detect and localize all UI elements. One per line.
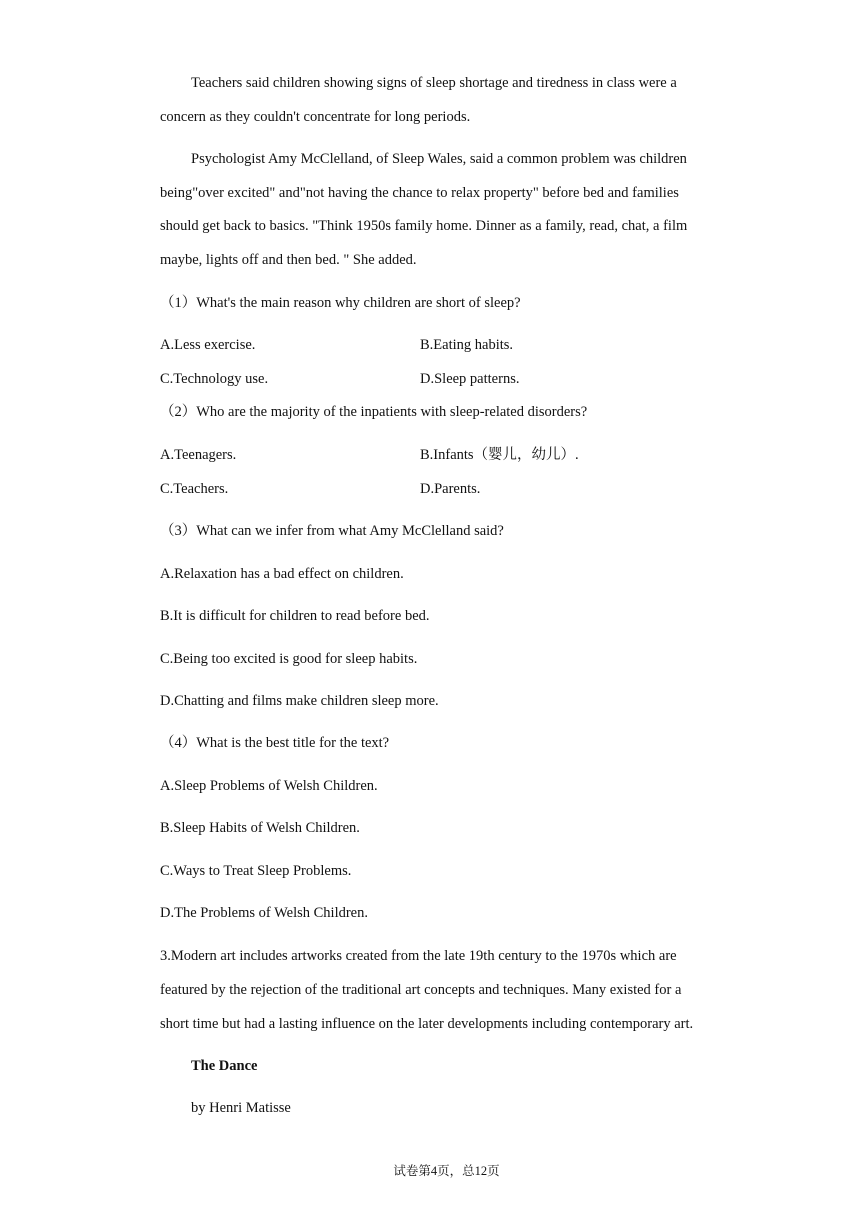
q3-option-b: B.It is difficult for children to read before bed. xyxy=(160,608,430,624)
q3-option-c: C.Being too excited is good for sleep habits. xyxy=(160,651,418,667)
q1-option-b: B.Eating habits. xyxy=(420,337,514,353)
paragraph2-line4: maybe, lights off and then bed. " She added. xyxy=(160,252,417,268)
q4-option-a: A.Sleep Problems of Welsh Children. xyxy=(160,778,378,794)
paragraph2-line1: Psychologist Amy McClelland, of Sleep Wales, said a common problem was children xyxy=(191,151,687,167)
passage3-line3: short time but had a lasting influence on the later developments including contemporary art. xyxy=(160,1016,694,1032)
q4-option-c: C.Ways to Treat Sleep Problems. xyxy=(160,863,352,879)
question-4: （4）What is the best title for the text? xyxy=(160,735,390,751)
q4-option-d: D.The Problems of Welsh Children. xyxy=(160,905,368,921)
q2-option-c: C.Teachers. xyxy=(160,481,229,497)
q3-option-d: D.Chatting and films make children sleep more. xyxy=(160,693,439,709)
q1-option-c: C.Technology use. xyxy=(160,371,269,387)
paragraph1-line2: concern as they couldn't concentrate for long periods. xyxy=(160,109,471,125)
q4-option-b: B.Sleep Habits of Welsh Children. xyxy=(160,820,360,836)
q3-option-a: A.Relaxation has a bad effect on children. xyxy=(160,566,404,582)
paragraph1-line1: Teachers said children showing signs of sleep shortage and tiredness in class were a xyxy=(191,75,677,91)
page-footer: 试卷第4页，总12页 xyxy=(393,1164,500,1178)
q1-option-d: D.Sleep patterns. xyxy=(420,371,520,387)
question-3: （3）What can we infer from what Amy McClelland said? xyxy=(160,523,504,539)
q1-option-a: A.Less exercise. xyxy=(160,337,256,353)
artwork-title: The Dance xyxy=(191,1058,258,1074)
q2-option-a: A.Teenagers. xyxy=(160,447,237,463)
q2-option-b: B.Infants（婴儿，幼儿）. xyxy=(420,447,579,463)
passage3-line1: 3.Modern art includes artworks created from the late 19th century to the 1970s which are xyxy=(160,948,677,964)
question-2: （2）Who are the majority of the inpatients with sleep-related disorders? xyxy=(160,404,588,420)
paragraph2-line3: should get back to basics. "Think 1950s family home. Dinner as a family, read, chat, a film xyxy=(160,218,688,234)
question-1: （1）What's the main reason why children are short of sleep? xyxy=(160,295,521,311)
passage3-line2: featured by the rejection of the traditional art concepts and techniques. Many existed for a xyxy=(160,982,682,998)
artwork-artist: by Henri Matisse xyxy=(191,1100,291,1116)
q2-option-d: D.Parents. xyxy=(420,481,481,497)
paragraph2-line2: being"over excited" and"not having the chance to relax property" before bed and families xyxy=(160,185,679,201)
